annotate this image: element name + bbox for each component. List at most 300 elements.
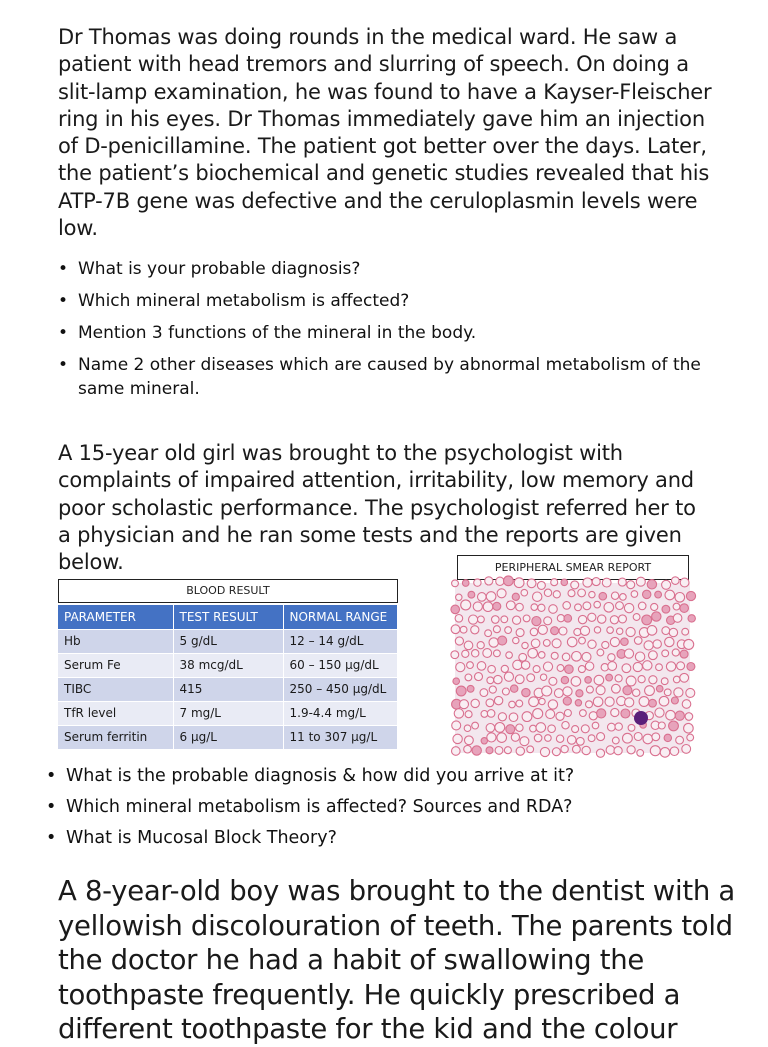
red-blood-cell	[451, 605, 460, 614]
red-blood-cell	[489, 686, 496, 693]
red-blood-cell	[608, 723, 616, 731]
red-blood-cell	[612, 737, 619, 744]
red-blood-cell	[561, 676, 568, 683]
red-blood-cell	[610, 616, 618, 624]
red-blood-cell	[578, 615, 586, 623]
red-blood-cell	[557, 615, 564, 622]
red-blood-cell	[536, 723, 546, 733]
red-blood-cell	[662, 627, 670, 635]
red-blood-cell	[504, 576, 514, 586]
red-blood-cell	[497, 589, 506, 598]
red-blood-cell	[548, 700, 557, 709]
red-blood-cell	[516, 747, 524, 755]
table-cell: 415	[173, 677, 283, 701]
red-blood-cell	[494, 696, 502, 704]
column-header: PARAMETER	[58, 605, 173, 629]
red-blood-cell	[511, 685, 518, 692]
red-blood-cell	[492, 616, 500, 624]
red-blood-cell	[519, 653, 527, 661]
red-blood-cell	[563, 687, 572, 696]
red-blood-cell	[472, 722, 479, 729]
peripheral-smear-image	[455, 583, 690, 753]
red-blood-cell	[480, 689, 488, 697]
red-blood-cell	[452, 721, 461, 730]
red-blood-cell	[583, 578, 592, 587]
case1-paragraph: Dr Thomas was doing rounds in the medical ward. He saw a patient with head tremors and slurring of speech. On doing a slit-lamp examination, he was found to have a Kayser-Fleischer ring in his eyes. Dr Thomas immediately gave him an injection of D-penicillamine. The patient got better over the days. Later, the patient’s biochemical and genetic studies revealed that his ATP-7B gene was defective and the ceruloplasmin levels were low.	[58, 25, 712, 241]
red-blood-cell	[593, 697, 603, 707]
table-cell: 5 g/dL	[173, 629, 283, 653]
red-blood-cell	[532, 617, 541, 626]
red-blood-cell	[513, 616, 521, 624]
red-blood-cell	[460, 626, 467, 633]
red-blood-cell	[682, 745, 691, 754]
red-blood-cell	[594, 675, 604, 685]
smear-report-title: PERIPHERAL SMEAR REPORT	[457, 555, 689, 580]
red-blood-cell	[664, 689, 671, 696]
red-blood-cell	[615, 723, 622, 730]
red-blood-cell	[597, 709, 606, 718]
red-blood-cell	[653, 640, 661, 648]
red-blood-cell	[506, 725, 515, 734]
red-blood-cell	[662, 605, 670, 613]
red-blood-cell	[589, 591, 595, 597]
case1-question: • Name 2 other diseases which are caused by abnormal metabolism of the same mineral.	[58, 353, 728, 401]
red-blood-cell	[504, 672, 513, 681]
red-blood-cell	[533, 709, 543, 719]
red-blood-cell	[529, 697, 539, 707]
red-blood-cell	[579, 637, 586, 644]
red-blood-cell	[538, 625, 547, 634]
red-blood-cell	[618, 578, 626, 586]
red-blood-cell	[522, 688, 530, 696]
red-blood-cell	[602, 578, 611, 587]
red-blood-cell	[549, 605, 558, 614]
red-blood-cell	[651, 603, 658, 610]
red-blood-cell	[539, 698, 545, 704]
red-blood-cell	[581, 725, 589, 733]
case2-question-list	[46, 764, 746, 857]
red-blood-cell	[627, 746, 635, 754]
red-blood-cell	[617, 628, 623, 634]
red-blood-cell	[634, 637, 642, 645]
lymphocyte	[634, 711, 648, 725]
red-blood-cell	[483, 602, 493, 612]
red-blood-cell	[533, 592, 542, 601]
table-cell: TfR level	[58, 701, 173, 725]
column-header: NORMAL RANGE	[283, 605, 398, 629]
red-blood-cell	[478, 593, 487, 602]
red-blood-cell	[596, 686, 605, 695]
red-blood-cell	[643, 590, 651, 598]
red-blood-cell	[563, 602, 571, 610]
red-blood-cell	[452, 747, 461, 756]
red-blood-cell	[527, 674, 535, 682]
red-blood-cell	[644, 641, 653, 650]
red-blood-cell	[597, 733, 605, 741]
red-blood-cell	[599, 592, 607, 600]
red-blood-cell	[506, 601, 515, 610]
red-blood-cell	[543, 662, 552, 671]
case1-question-list	[58, 257, 728, 409]
red-blood-cell	[538, 652, 545, 659]
red-blood-cell	[544, 589, 551, 596]
red-blood-cell	[513, 637, 519, 643]
red-blood-cell	[494, 650, 501, 657]
blood-result-title: BLOOD RESULT	[58, 579, 398, 603]
red-blood-cell	[637, 750, 644, 757]
red-blood-cell	[522, 712, 532, 722]
red-blood-cell	[509, 701, 516, 708]
red-blood-cell	[580, 626, 589, 635]
red-blood-cell	[575, 604, 582, 611]
red-blood-cell	[643, 734, 653, 744]
red-blood-cell	[561, 745, 568, 752]
red-blood-cell	[680, 604, 689, 613]
red-blood-cell	[530, 725, 537, 732]
red-blood-cell	[624, 603, 633, 612]
red-blood-cell	[585, 677, 592, 684]
red-blood-cell	[562, 722, 569, 729]
red-blood-cell	[677, 662, 685, 670]
column-header: TEST RESULT	[173, 605, 283, 629]
red-blood-cell	[680, 578, 689, 587]
red-blood-cell	[623, 733, 633, 743]
red-blood-cell	[505, 627, 512, 634]
red-blood-cell	[658, 722, 665, 729]
red-blood-cell	[649, 676, 657, 684]
red-blood-cell	[656, 664, 663, 671]
red-blood-cell	[620, 594, 627, 601]
red-blood-cell	[652, 733, 660, 741]
case2-question: • What is Mucosal Block Theory?	[46, 826, 746, 850]
red-blood-cell	[544, 617, 552, 625]
red-blood-cell	[564, 615, 572, 623]
red-blood-cell	[574, 628, 581, 635]
case1-question: • What is your probable diagnosis?	[58, 257, 728, 281]
red-blood-cell	[520, 737, 529, 746]
red-blood-cell	[478, 616, 485, 623]
case2-paragraph: A 15-year old girl was brought to the psychologist with complaints of impaired attention, irritability, low memory and poor scholastic performance. The psychologist referred her to a physician and he ran some tests and the reports are given below.	[58, 441, 696, 575]
red-blood-cell	[527, 746, 534, 753]
red-blood-cell	[516, 629, 524, 637]
red-blood-cell	[531, 604, 538, 611]
red-blood-cell	[659, 696, 669, 706]
red-blood-cell	[608, 654, 615, 661]
red-blood-cell	[621, 638, 629, 646]
red-blood-cell	[578, 666, 585, 673]
table-row	[58, 629, 398, 653]
red-blood-cell	[557, 665, 564, 672]
red-blood-cell	[456, 663, 465, 672]
red-blood-cell	[477, 642, 484, 649]
red-blood-cell	[540, 747, 549, 756]
red-blood-cell	[538, 604, 545, 611]
red-blood-cell	[572, 726, 579, 733]
red-blood-cell	[666, 710, 676, 720]
red-blood-cell	[634, 733, 642, 741]
red-blood-cell	[586, 701, 593, 708]
red-blood-cell	[556, 712, 564, 720]
red-blood-cell	[474, 579, 481, 586]
red-blood-cell	[662, 650, 669, 657]
red-blood-cell	[655, 708, 664, 717]
red-blood-cell	[467, 685, 474, 692]
red-blood-cell	[527, 579, 536, 588]
table-cell: 7 mg/L	[173, 701, 283, 725]
red-blood-cell	[559, 627, 567, 635]
red-blood-cell	[461, 600, 471, 610]
red-blood-cell	[496, 577, 504, 585]
red-blood-cell	[460, 700, 469, 709]
red-blood-cell	[594, 601, 601, 608]
red-blood-cell	[472, 650, 479, 657]
table-row	[58, 653, 398, 677]
red-blood-cell	[602, 641, 609, 648]
red-blood-cell	[660, 748, 670, 758]
red-blood-cell	[578, 589, 586, 597]
table-cell: 6 µg/L	[173, 725, 283, 749]
red-blood-cell	[688, 615, 695, 622]
red-blood-cell	[626, 676, 636, 686]
red-blood-cell	[598, 615, 606, 623]
red-blood-cell	[456, 686, 466, 696]
red-blood-cell	[588, 735, 595, 742]
red-blood-cell	[588, 613, 596, 621]
red-blood-cell	[487, 710, 495, 718]
case1-question: • Which mineral metabolism is affected?	[58, 289, 728, 313]
red-blood-cell	[486, 699, 494, 707]
red-blood-cell	[551, 652, 558, 659]
red-blood-cell	[469, 615, 478, 624]
red-blood-cell	[628, 724, 635, 731]
red-blood-cell	[676, 736, 684, 744]
red-blood-cell	[685, 713, 693, 721]
red-blood-cell	[604, 603, 614, 613]
red-blood-cell	[571, 677, 581, 687]
red-blood-cell	[675, 711, 684, 720]
red-blood-cell	[506, 652, 513, 659]
red-blood-cell	[498, 636, 507, 645]
red-blood-cell	[485, 630, 492, 637]
red-blood-cell	[607, 627, 614, 634]
red-blood-cell	[487, 677, 494, 684]
table-cell: 60 – 150 µg/dL	[283, 653, 398, 677]
red-blood-cell	[468, 591, 475, 598]
red-blood-cell	[511, 733, 519, 741]
red-blood-cell	[462, 650, 469, 657]
red-blood-cell	[647, 580, 656, 589]
red-blood-cell	[488, 665, 496, 673]
red-blood-cell	[612, 684, 621, 693]
red-blood-cell	[639, 697, 649, 707]
table-cell: Serum Fe	[58, 653, 173, 677]
red-blood-cell	[652, 612, 661, 621]
red-blood-cell	[622, 664, 631, 673]
red-blood-cell	[464, 725, 471, 732]
red-blood-cell	[669, 628, 677, 636]
red-blood-cell	[621, 709, 630, 718]
red-blood-cell	[580, 710, 587, 717]
red-blood-cell	[623, 686, 632, 695]
red-blood-cell	[592, 578, 600, 586]
red-blood-cell	[451, 651, 459, 659]
red-blood-cell	[633, 614, 640, 621]
table-cell: 12 – 14 g/dL	[283, 629, 398, 653]
red-blood-cell	[546, 710, 555, 719]
red-blood-cell	[666, 662, 675, 671]
red-blood-cell	[522, 642, 528, 648]
red-blood-cell	[533, 666, 540, 673]
red-blood-cell	[608, 662, 617, 671]
red-blood-cell	[567, 736, 576, 745]
red-blood-cell	[472, 746, 481, 755]
red-blood-cell	[553, 591, 560, 598]
table-cell: 11 to 307 µg/L	[283, 725, 398, 749]
red-blood-cell	[665, 637, 674, 646]
table-cell: 1.9-4.4 mg/L	[283, 701, 398, 725]
red-blood-cell	[516, 724, 523, 731]
red-blood-cell	[576, 690, 583, 697]
red-blood-cell	[673, 603, 680, 610]
red-blood-cell	[669, 721, 679, 731]
red-blood-cell	[645, 686, 655, 696]
red-blood-cell	[673, 614, 682, 623]
table-cell: Serum ferritin	[58, 725, 173, 749]
red-blood-cell	[453, 678, 460, 685]
red-blood-cell	[451, 625, 460, 634]
table-cell: 38 mcg/dL	[173, 653, 283, 677]
table-header-row	[58, 605, 398, 629]
red-blood-cell	[501, 616, 508, 623]
red-blood-cell	[616, 602, 624, 610]
red-blood-cell	[661, 678, 668, 685]
table-cell: TIBC	[58, 677, 173, 701]
red-blood-cell	[486, 747, 493, 754]
red-blood-cell	[601, 664, 608, 671]
red-blood-cell	[605, 697, 614, 706]
red-blood-cell	[592, 722, 599, 729]
red-blood-cell	[552, 639, 561, 648]
red-blood-cell	[588, 640, 596, 648]
red-blood-cell	[665, 590, 675, 600]
red-blood-cell	[638, 602, 646, 610]
red-blood-cell	[534, 734, 542, 742]
red-blood-cell	[687, 663, 695, 671]
red-blood-cell	[649, 699, 657, 707]
red-blood-cell	[512, 593, 519, 600]
blood-smear-micrograph	[455, 583, 690, 753]
red-blood-cell	[545, 735, 552, 742]
red-blood-cell	[611, 708, 619, 716]
red-blood-cell	[682, 628, 689, 635]
table-cell: Hb	[58, 629, 173, 653]
red-blood-cell	[619, 615, 627, 623]
red-blood-cell	[687, 734, 694, 741]
red-blood-cell	[504, 747, 511, 754]
red-blood-cell	[521, 661, 529, 669]
red-blood-cell	[464, 745, 472, 753]
red-blood-cell	[638, 676, 645, 683]
red-blood-cell	[473, 602, 482, 611]
red-blood-cell	[495, 723, 505, 733]
red-blood-cell	[594, 627, 600, 633]
red-blood-cell	[465, 711, 472, 718]
red-blood-cell	[561, 579, 568, 586]
red-blood-cell	[475, 673, 483, 681]
table-row	[58, 701, 398, 725]
red-blood-cell	[635, 652, 644, 661]
red-blood-cell	[493, 626, 500, 633]
red-blood-cell	[452, 580, 459, 587]
red-blood-cell	[515, 675, 524, 684]
red-blood-cell	[494, 675, 502, 683]
red-blood-cell	[528, 648, 538, 658]
red-blood-cell	[552, 748, 560, 756]
red-blood-cell	[633, 662, 642, 671]
red-blood-cell	[523, 615, 530, 622]
red-blood-cell	[606, 674, 613, 681]
red-blood-cell	[464, 641, 473, 650]
table-row	[58, 725, 398, 749]
red-blood-cell	[655, 591, 662, 598]
red-blood-cell	[582, 652, 591, 661]
red-blood-cell	[633, 689, 640, 696]
red-blood-cell	[582, 746, 590, 754]
red-blood-cell	[662, 580, 671, 589]
red-blood-cell	[649, 651, 658, 660]
red-blood-cell	[548, 725, 556, 733]
red-blood-cell	[530, 628, 538, 636]
red-blood-cell	[514, 578, 524, 588]
red-blood-cell	[565, 665, 574, 674]
red-blood-cell	[573, 745, 581, 753]
red-blood-cell	[596, 749, 604, 757]
red-blood-cell	[516, 700, 523, 707]
red-blood-cell	[551, 579, 558, 586]
red-blood-cell	[650, 746, 660, 756]
red-blood-cell	[531, 639, 540, 648]
red-blood-cell	[680, 650, 688, 658]
red-blood-cell	[509, 713, 518, 722]
red-blood-cell	[483, 649, 492, 658]
red-blood-cell	[513, 660, 522, 669]
red-blood-cell	[656, 685, 663, 692]
red-blood-cell	[487, 733, 496, 742]
red-blood-cell	[516, 603, 524, 611]
case2-question: • Which mineral metabolism is affected? Sources and RDA?	[46, 795, 746, 819]
red-blood-cell	[462, 580, 469, 587]
red-blood-cell	[611, 592, 618, 599]
red-blood-cell	[486, 592, 496, 602]
red-blood-cell	[642, 615, 652, 625]
red-blood-cell	[631, 591, 638, 598]
red-blood-cell	[643, 661, 652, 670]
red-blood-cell	[564, 710, 571, 717]
case3-paragraph: A 8-year-old boy was brought to the dentist with a yellowish discolouration of teeth. The parents told the doctor he had a habit of swallowing the toothpaste frequently. He quickly prescribed a different toothpaste for the kid and the colour	[58, 875, 735, 1045]
red-blood-cell	[610, 637, 619, 646]
red-blood-cell	[465, 674, 472, 681]
red-blood-cell	[585, 662, 593, 670]
red-blood-cell	[627, 581, 635, 589]
red-blood-cell	[572, 652, 582, 662]
red-blood-cell	[571, 581, 579, 589]
red-blood-cell	[489, 638, 498, 647]
red-blood-cell	[455, 637, 463, 645]
red-blood-cell	[485, 577, 493, 585]
red-blood-cell	[455, 615, 463, 623]
red-blood-cell	[563, 697, 571, 705]
red-blood-cell	[543, 640, 550, 647]
